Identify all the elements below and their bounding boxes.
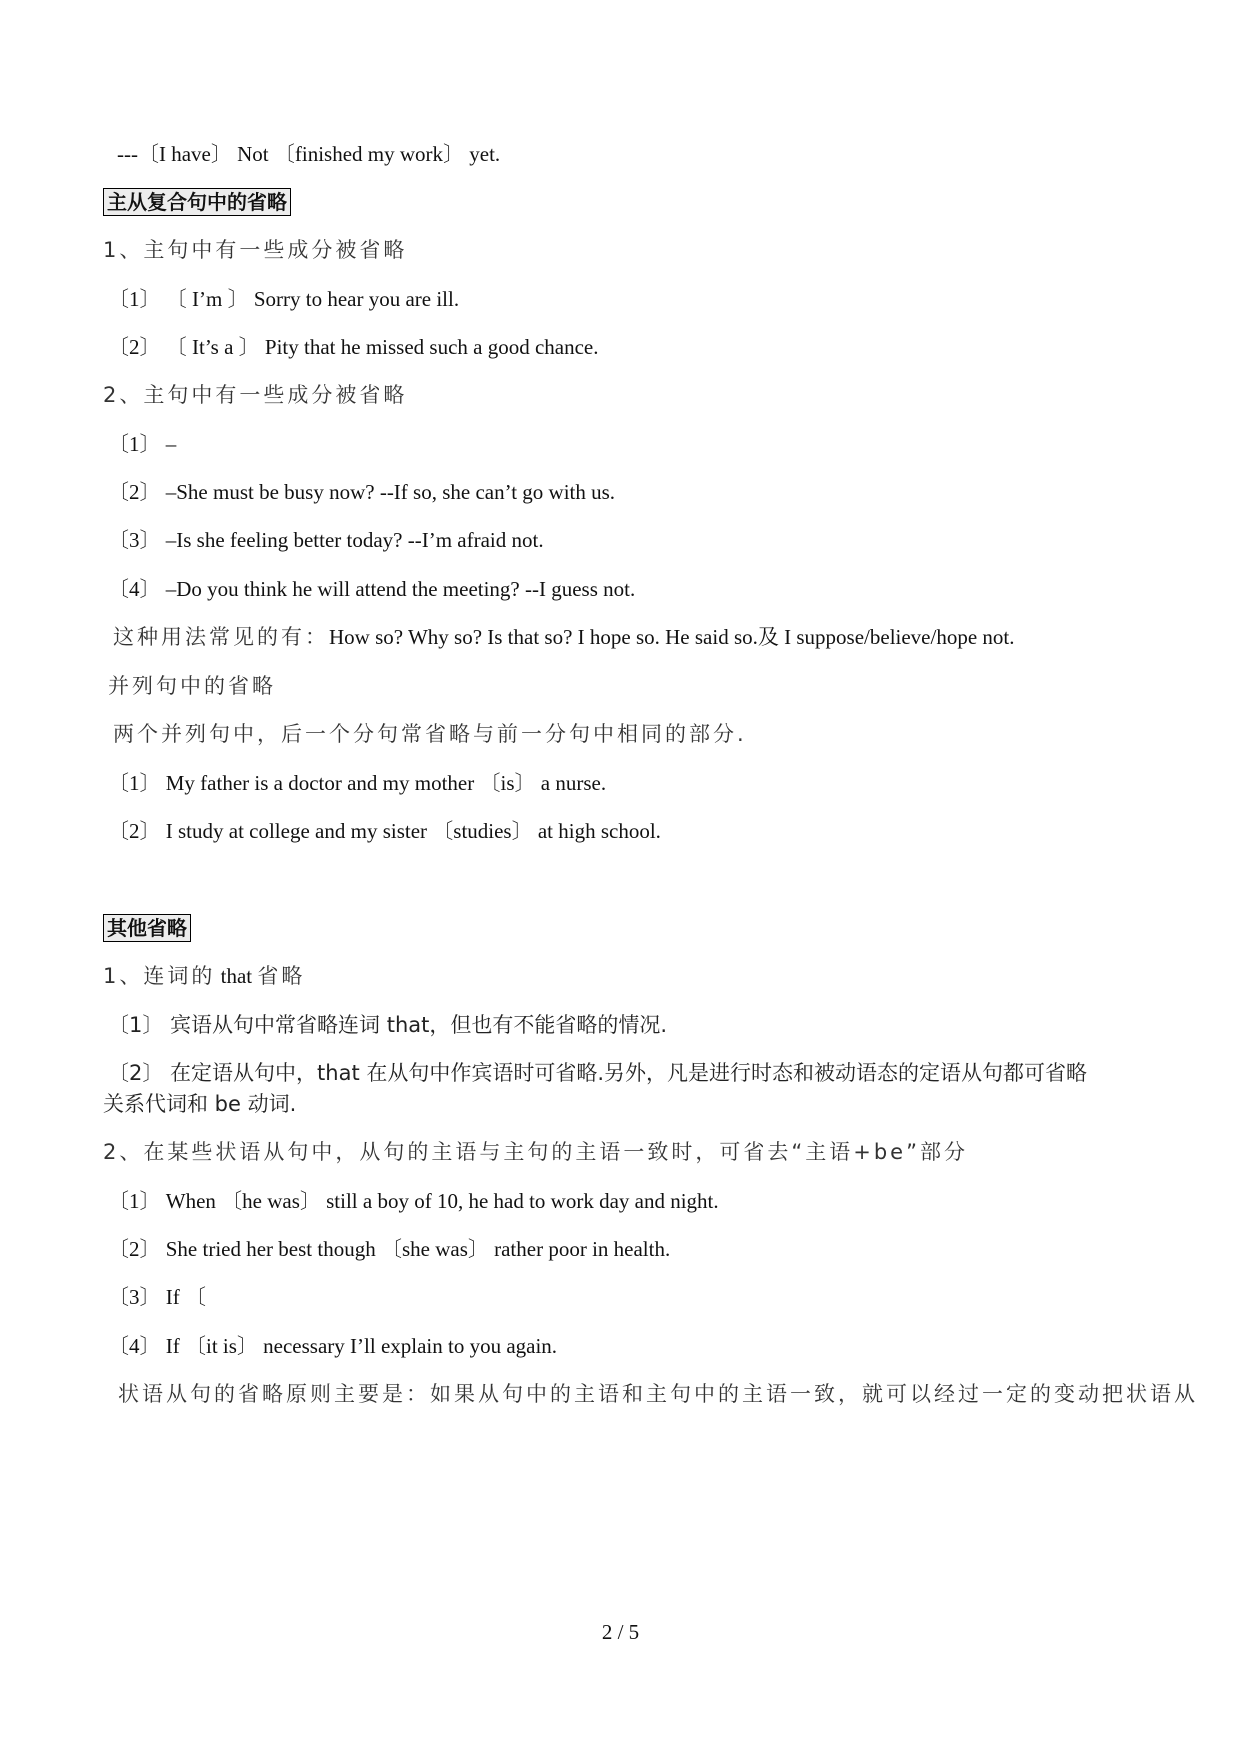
explanation-line: 状语从句的省略原则主要是：如果从句中的主语和主句中的主语一致，就可以经过一定的变动把状语从	[118, 1382, 1198, 1406]
section-heading-complex-sentence-ellipsis: 主从复合句中的省略	[103, 188, 291, 216]
example-line: 〔1〕 〔 I’m 〕 Sorry to hear you are ill.	[108, 287, 460, 311]
subheading-adverbial-clause: 2、在某些状语从句中，从句的主语与主句的主语一致时，可省去“主语+be”部分	[103, 1140, 968, 1164]
explanation-line: 〔1〕 宾语从句中常省略连词 that，但也有不能省略的情况.	[108, 1013, 668, 1037]
example-line: 〔3〕 –Is she feeling better today? --I’m afraid not.	[108, 528, 544, 552]
example-line: 〔1〕 My father is a doctor and my mother 〔is〕 a nurse.	[108, 771, 607, 795]
subheading-part: that	[215, 964, 258, 988]
page-number: 2 / 5	[601, 1620, 640, 1644]
example-line: 〔2〕 She tried her best though 〔she was〕 rather poor in health.	[108, 1237, 671, 1261]
example-line: 〔2〕 〔 It’s a 〕 Pity that he missed such a good chance.	[108, 335, 599, 359]
subheading-part: 1、连词的	[103, 964, 216, 988]
explanation-line: 两个并列句中，后一个分句常省略与前一分句中相同的部分.	[113, 722, 747, 746]
usage-note-line	[113, 623, 1015, 651]
explanation-line-continued: 关系代词和 be 动词.	[103, 1092, 297, 1116]
usage-note-prefix: 这种用法常见的有：	[113, 625, 329, 649]
example-line: 〔2〕 –She must be busy now? --If so, she can’t go with us.	[108, 480, 616, 504]
example-line: 〔4〕 If 〔it is〕 necessary I’ll explain to you again.	[108, 1334, 558, 1358]
subheading-that-omission	[103, 962, 305, 990]
example-line: 〔1〕 When 〔he was〕 still a boy of 10, he had to work day and night.	[108, 1189, 719, 1213]
subheading-coordinate-ellipsis: 并列句中的省略	[108, 674, 276, 698]
section-heading-other-ellipsis: 其他省略	[103, 914, 191, 942]
text-line-dialogue: ---〔I have〕 Not 〔finished my work〕 yet.	[117, 142, 501, 166]
subheading-main-clause-1: 1、主句中有一些成分被省略	[103, 238, 408, 262]
usage-note-examples: How so? Why so? Is that so? I hope so. He said so.及 I suppose/believe/hope not.	[329, 625, 1015, 649]
example-line: 〔2〕 I study at college and my sister 〔studies〕 at high school.	[108, 819, 661, 843]
subheading-part: 省略	[257, 964, 306, 988]
example-line: 〔4〕 –Do you think he will attend the meeting? --I guess not.	[108, 577, 636, 601]
explanation-line: 〔2〕 在定语从句中，that 在从句中作宾语时可省略.另外，凡是进行时态和被动语态的定语从句都可省略	[108, 1061, 1088, 1085]
example-line: 〔1〕 –	[108, 432, 177, 456]
subheading-main-clause-2: 2、主句中有一些成分被省略	[103, 383, 408, 407]
example-line: 〔3〕 If 〔	[108, 1285, 206, 1309]
